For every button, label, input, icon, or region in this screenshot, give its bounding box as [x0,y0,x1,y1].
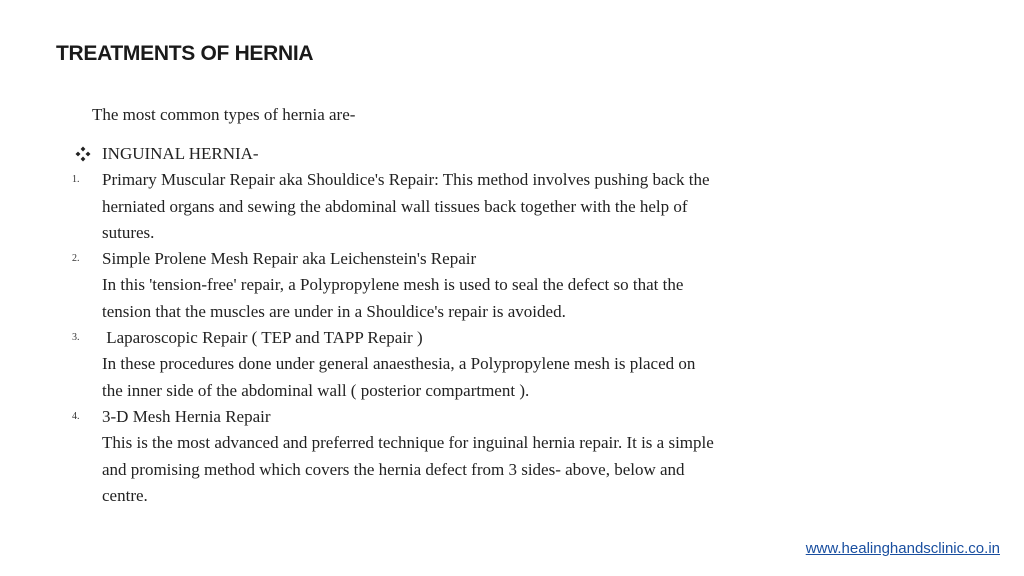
list-item [72,325,812,404]
content-list [72,141,812,509]
item-line: centre. [102,485,148,505]
item-number: 3. [72,332,80,344]
item-line: 3-D Mesh Hernia Repair [102,406,271,426]
item-line: sutures. [102,222,155,242]
section-heading: INGUINAL HERNIA- [102,144,259,163]
item-line: herniated organs and sewing the abdominal wall tissues back together with the help of [102,196,688,216]
item-line: Primary Muscular Repair aka Shouldice's Repair: This method involves pushing back the [102,170,710,190]
list-item [72,246,812,325]
item-line: and promising method which covers the hernia defect from 3 sides- above, below and [102,459,685,479]
item-line: In this 'tension-free' repair, a Polypropylene mesh is used to seal the defect so that the [102,275,684,295]
item-number: 4. [72,410,80,422]
item-number: 1. [72,174,80,186]
item-line: In these procedures done under general anaesthesia, a Polypropylene mesh is placed on [102,354,696,374]
slide-title: TREATMENTS OF HERNIA [56,42,314,65]
item-line: This is the most advanced and preferred technique for inguinal hernia repair. It is a simple [102,433,714,453]
intro-text: The most common types of hernia are- [92,105,356,124]
item-line: Simple Prolene Mesh Repair aka Leichenstein's Repair [102,249,477,269]
item-number: 2. [72,253,80,265]
section-heading-row [72,141,812,167]
item-line: the inner side of the abdominal wall ( posterior compartment ). [102,380,530,400]
four-diamond-bullet-icon [75,146,91,162]
list-item [72,167,812,246]
item-line: Laparoscopic Repair ( TEP and TAPP Repair ) [102,328,423,348]
item-line: tension that the muscles are under in a Shouldice's repair is avoided. [102,301,566,321]
website-link[interactable]: www.healinghandsclinic.co.in [805,540,1000,557]
list-item [72,404,812,509]
